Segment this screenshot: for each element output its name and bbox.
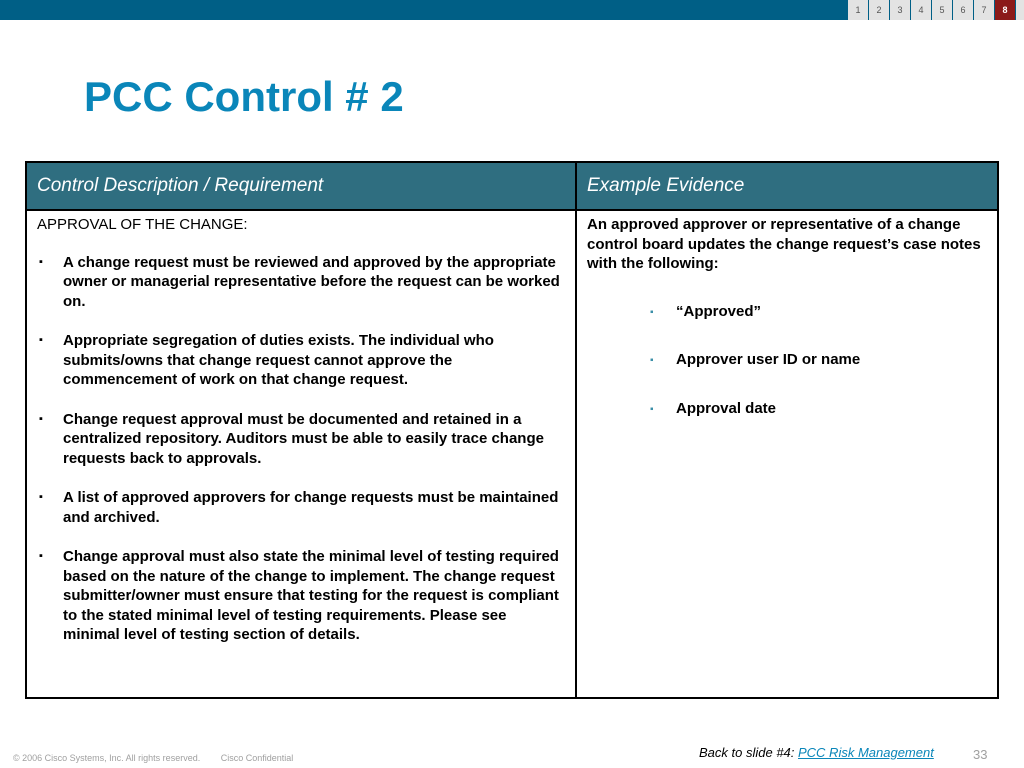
slide-nav-item-1[interactable]: 1 bbox=[848, 0, 868, 20]
slide-nav-item-5[interactable]: 5 bbox=[932, 0, 952, 20]
requirement-text: Change request approval must be documented and retained in a centralized repository. Auditors must be able to easily trace change requests back to approvals. bbox=[63, 410, 544, 467]
requirement-text: Appropriate segregation of duties exists. The individual who submits/owns that change request cannot approve the commencement of work on that change request. bbox=[63, 332, 494, 388]
slide-nav-item-4[interactable]: 4 bbox=[911, 0, 931, 20]
evidence-item bbox=[649, 399, 987, 419]
square-bullet-icon: ▪ bbox=[39, 334, 43, 346]
square-bullet-icon: ▪ bbox=[39, 550, 43, 562]
square-bullet-icon: ▪ bbox=[39, 412, 43, 425]
back-to-slide bbox=[699, 745, 934, 760]
page-number: 33 bbox=[973, 747, 988, 762]
slide-nav-item-3[interactable]: 3 bbox=[890, 0, 910, 20]
copyright-text: © 2006 Cisco Systems, Inc. All rights reserved. bbox=[13, 753, 201, 763]
requirements-list bbox=[37, 253, 565, 645]
approval-heading: APPROVAL OF THE CHANGE: bbox=[37, 216, 248, 233]
evidence-item bbox=[649, 302, 987, 322]
requirements-cell bbox=[26, 210, 576, 698]
evidence-text: Approval date bbox=[676, 399, 777, 417]
control-table bbox=[25, 161, 999, 699]
square-bullet-icon: ▪ bbox=[39, 255, 43, 268]
square-bullet-icon: ▪ bbox=[39, 491, 43, 503]
slide-nav-item-8[interactable]: 8 bbox=[995, 0, 1015, 20]
square-bullet-icon: ▪ bbox=[650, 306, 654, 318]
requirement-text: Change approval must also state the minimal level of testing required based on the nature of the change to implement. The change request submitter/owner must ensure that testing for the request is compliant to the stated minimal level of testing requirements. Please see minimal level of testing section of details. bbox=[63, 548, 559, 643]
table-header-row bbox=[26, 162, 998, 210]
requirement-item bbox=[37, 253, 565, 312]
requirement-text: A list of approved approvers for change requests must be maintained and archived. bbox=[63, 489, 559, 526]
requirement-item bbox=[37, 331, 565, 390]
slide-navigation bbox=[847, 0, 1024, 20]
slide-nav-item-7[interactable]: 7 bbox=[974, 0, 994, 20]
evidence-cell bbox=[576, 210, 998, 698]
evidence-list bbox=[587, 302, 987, 419]
evidence-item bbox=[649, 350, 987, 370]
requirement-item bbox=[37, 488, 565, 527]
slide-nav-more[interactable] bbox=[1016, 0, 1024, 20]
confidential-text: Cisco Confidential bbox=[220, 753, 294, 763]
requirement-item bbox=[37, 547, 565, 645]
evidence-text: “Approved” bbox=[676, 302, 762, 320]
back-link-pcc-risk-management[interactable]: PCC Risk Management bbox=[798, 745, 934, 760]
slide-title: PCC Control # 2 bbox=[84, 73, 404, 120]
footer bbox=[13, 753, 293, 763]
requirement-text: A change request must be reviewed and approved by the appropriate owner or managerial representative before the request can be worked on. bbox=[63, 253, 560, 310]
square-bullet-icon: ▪ bbox=[650, 355, 654, 366]
requirement-item bbox=[37, 410, 565, 469]
back-prefix: Back to slide #4: bbox=[699, 745, 798, 760]
evidence-text: Approver user ID or name bbox=[676, 351, 861, 368]
header-example-evidence: Example Evidence bbox=[576, 162, 998, 210]
slide-nav-item-6[interactable]: 6 bbox=[953, 0, 973, 20]
header-control-description: Control Description / Requirement bbox=[26, 162, 576, 210]
square-bullet-icon: ▪ bbox=[650, 403, 654, 415]
evidence-intro: An approved approver or representative of a change control board updates the change request’s case notes with the following: bbox=[587, 216, 981, 272]
table-row bbox=[26, 210, 998, 698]
slide-nav-item-2[interactable]: 2 bbox=[869, 0, 889, 20]
